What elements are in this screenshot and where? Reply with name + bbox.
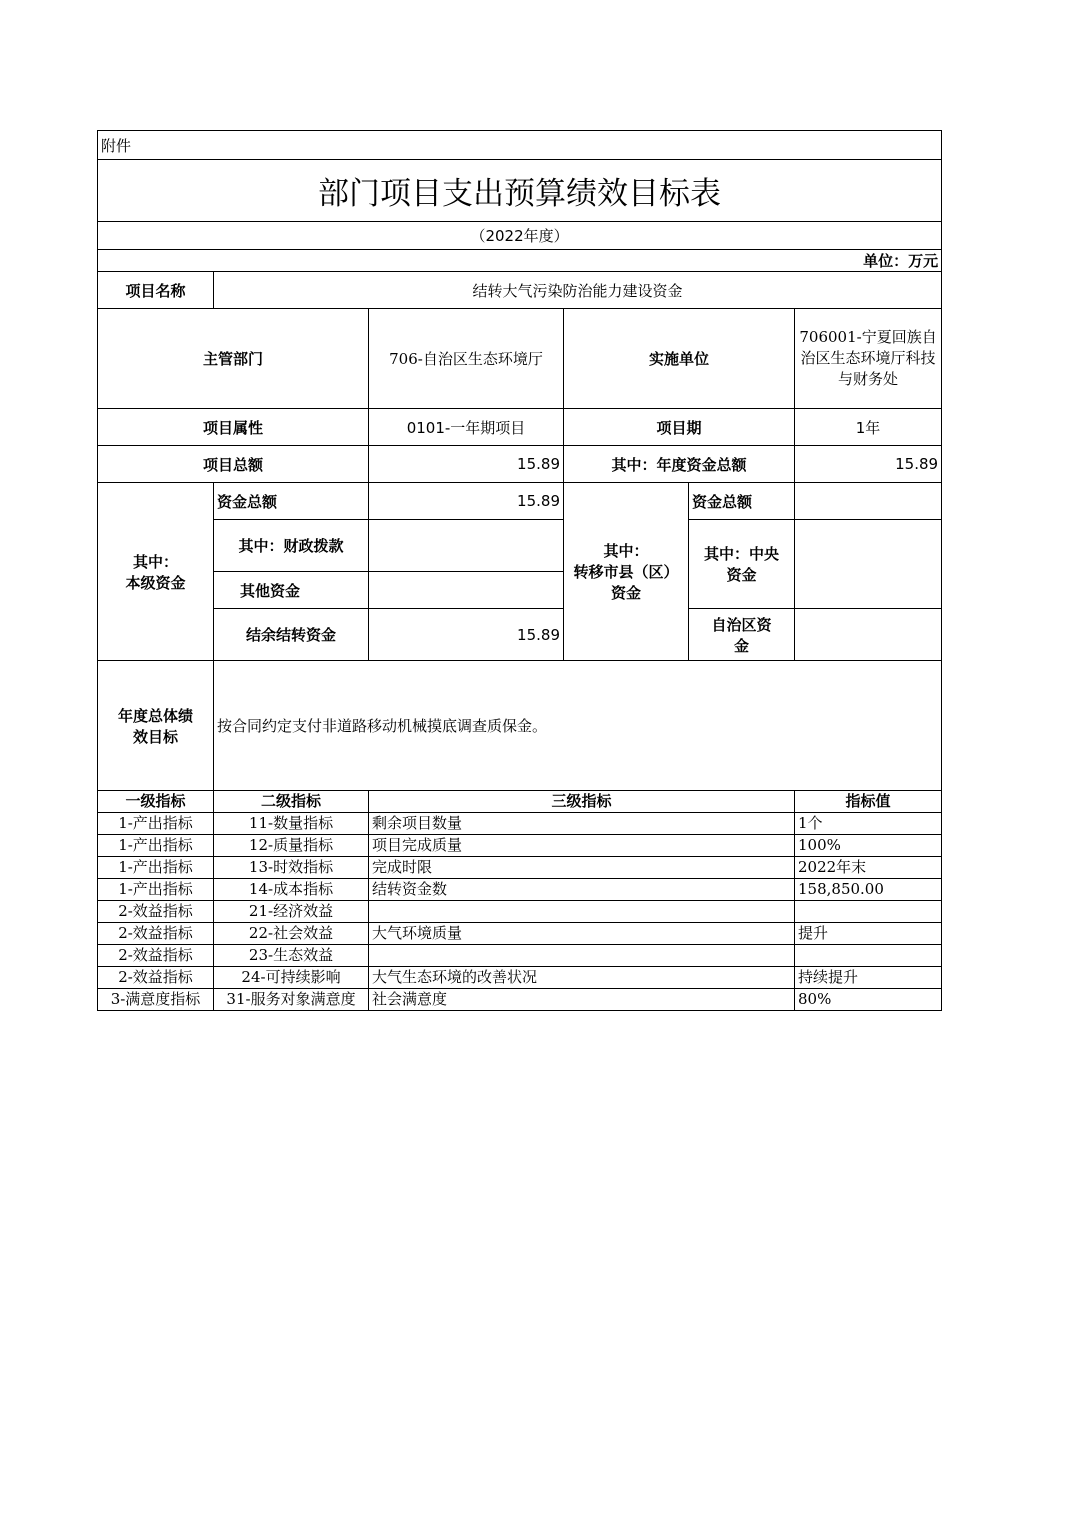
period-label: 项目期 [564, 409, 795, 446]
local-fiscal-label: 其中：财政拨款 [214, 520, 369, 572]
transfer-total-value [795, 483, 942, 520]
table-row [98, 834, 942, 856]
header-level3: 三级指标 [369, 790, 795, 812]
table-row [98, 944, 942, 966]
table-row [98, 900, 942, 922]
level1-cell: 2-效益指标 [98, 922, 214, 944]
attr-label: 项目属性 [98, 409, 369, 446]
level1-cell: 2-效益指标 [98, 966, 214, 988]
goal-label: 年度总体绩效目标 [98, 661, 214, 791]
transfer-central-value [795, 520, 942, 609]
annual-value: 15.89 [795, 446, 942, 483]
level3-cell: 大气生态环境的改善状况 [369, 966, 795, 988]
project-name-label: 项目名称 [98, 272, 214, 309]
level2-cell: 14-成本指标 [214, 878, 369, 900]
level1-cell: 1-产出指标 [98, 812, 214, 834]
indicator-table [97, 790, 942, 1011]
level3-cell: 大气环境质量 [369, 922, 795, 944]
dept-label: 主管部门 [98, 309, 369, 409]
dept-value: 706-自治区生态环境厅 [369, 309, 564, 409]
local-total-value: 15.89 [369, 483, 564, 520]
header-level2: 二级指标 [214, 790, 369, 812]
local-carryover-label: 结余结转资金 [214, 609, 369, 661]
level1-cell: 1-产出指标 [98, 856, 214, 878]
value-cell: 100% [795, 834, 942, 856]
unit-label: 单位：万元 [98, 250, 942, 272]
impl-value: 706001-宁夏回族自治区生态环境厅科技与财务处 [795, 309, 942, 409]
level1-cell: 3-满意度指标 [98, 988, 214, 1010]
table-row [98, 922, 942, 944]
header-level1: 一级指标 [98, 790, 214, 812]
total-label: 项目总额 [98, 446, 369, 483]
transfer-total-label: 资金总额 [689, 483, 795, 520]
level3-cell: 结转资金数 [369, 878, 795, 900]
project-name-value: 结转大气污染防治能力建设资金 [214, 272, 942, 309]
value-cell: 80% [795, 988, 942, 1010]
level2-cell: 22-社会效益 [214, 922, 369, 944]
transfer-region-value [795, 609, 942, 661]
level2-cell: 31-服务对象满意度 [214, 988, 369, 1010]
level2-cell: 21-经济效益 [214, 900, 369, 922]
attr-value: 0101-一年期项目 [369, 409, 564, 446]
period-value: 1年 [795, 409, 942, 446]
value-cell [795, 900, 942, 922]
level1-cell: 1-产出指标 [98, 878, 214, 900]
transfer-central-label: 其中：中央资金 [689, 520, 795, 609]
local-other-value [369, 572, 564, 609]
level3-cell: 社会满意度 [369, 988, 795, 1010]
total-value: 15.89 [369, 446, 564, 483]
transfer-group-label: 其中： 转移市县（区） 资金 [564, 483, 689, 661]
level1-cell: 2-效益指标 [98, 900, 214, 922]
attachment-label: 附件 [98, 131, 942, 160]
level3-cell: 剩余项目数量 [369, 812, 795, 834]
budget-performance-sheet [97, 130, 941, 1011]
local-group-label: 其中： 本级资金 [98, 483, 214, 661]
level2-cell: 11-数量指标 [214, 812, 369, 834]
value-cell: 2022年末 [795, 856, 942, 878]
table-row [98, 966, 942, 988]
level2-cell: 13-时效指标 [214, 856, 369, 878]
year-label: （2022年度） [98, 222, 942, 250]
impl-label: 实施单位 [564, 309, 795, 409]
local-other-label: 其他资金 [214, 572, 369, 609]
table-row [98, 812, 942, 834]
level2-cell: 12-质量指标 [214, 834, 369, 856]
value-cell [795, 944, 942, 966]
value-cell: 提升 [795, 922, 942, 944]
main-table [97, 130, 942, 791]
level2-cell: 23-生态效益 [214, 944, 369, 966]
local-carryover-value: 15.89 [369, 609, 564, 661]
table-row [98, 988, 942, 1010]
level3-cell: 项目完成质量 [369, 834, 795, 856]
level2-cell: 24-可持续影响 [214, 966, 369, 988]
value-cell: 持续提升 [795, 966, 942, 988]
header-value: 指标值 [795, 790, 942, 812]
local-fiscal-value [369, 520, 564, 572]
goal-value: 按合同约定支付非道路移动机械摸底调查质保金。 [214, 661, 942, 791]
level1-cell: 2-效益指标 [98, 944, 214, 966]
level3-cell [369, 944, 795, 966]
level3-cell [369, 900, 795, 922]
value-cell: 158,850.00 [795, 878, 942, 900]
transfer-region-label: 自治区资金 [689, 609, 795, 661]
level1-cell: 1-产出指标 [98, 834, 214, 856]
local-total-label: 资金总额 [214, 483, 369, 520]
table-row [98, 878, 942, 900]
level3-cell: 完成时限 [369, 856, 795, 878]
annual-label: 其中：年度资金总额 [564, 446, 795, 483]
value-cell: 1个 [795, 812, 942, 834]
table-row [98, 856, 942, 878]
page-title: 部门项目支出预算绩效目标表 [98, 160, 942, 222]
